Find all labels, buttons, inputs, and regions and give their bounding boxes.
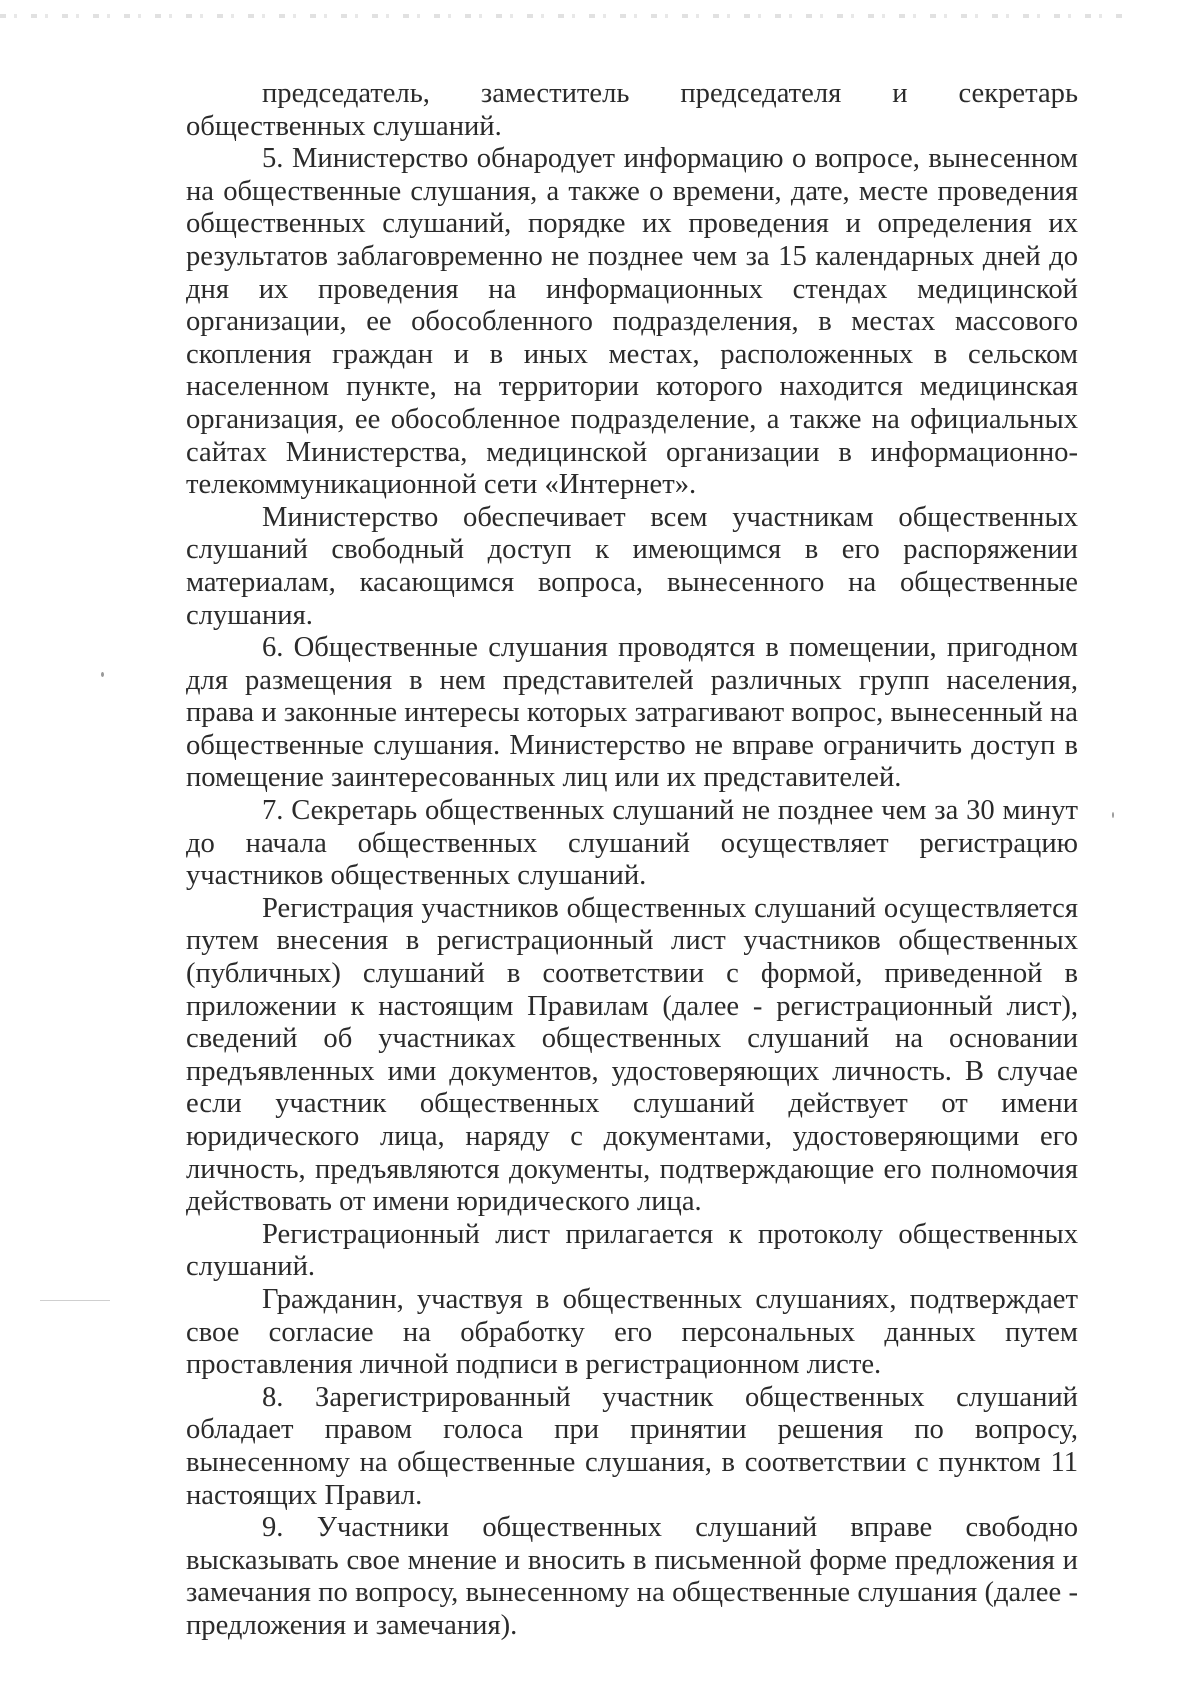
paragraph-item-7: 7. Секретарь общественных слушаний не позднее чем за 30 минут до начала общественных слушаний осуществляет регистрацию участников общественных слушаний.	[186, 795, 1078, 892]
scan-speck	[1112, 812, 1114, 818]
paragraph-materials-access: Министерство обеспечивает всем участникам общественных слушаний свободный доступ к имеющимся в его распоряжении материалам, касающимся вопроса, вынесенного на общественные слушания.	[186, 501, 1078, 631]
scan-edge-noise	[0, 14, 1130, 18]
scan-speck	[101, 672, 104, 677]
paragraph-item-9: 9. Участники общественных слушаний вправе свободно высказывать свое мнение и вносить в письменной форме предложения и замечания по вопросу, вынесенному на общественные слушания (далее - предложения и замечания).	[186, 1512, 1078, 1641]
paragraph-registration: Регистрация участников общественных слушаний осуществляется путем внесения в регистрационный лист участников общественных (публичных) слушаний в соответствии с формой, приведенной в приложении к настоящим Правилам (далее - регистрационный лист), сведений об участниках общественных слушаний на основании предъявленных ими документов, удостоверяющих личность. В случае если участник общественных слушаний действует от имени юридического лица, наряду с документами, удостоверяющими его личность, предъявляются документы, подтверждающие его полномочия действовать от имени юридического лица.	[186, 892, 1078, 1218]
paragraph-item-6: 6. Общественные слушания проводятся в помещении, пригодном для размещения в нем представителей различных групп населения, права и законные интересы которых затрагивают вопрос, вынесенный на общественные слушания. Министерство не вправе ограничить доступ в помещение заинтересованных лиц или их представителей.	[186, 632, 1078, 794]
document-body	[186, 78, 1078, 1643]
scan-speck	[40, 1300, 110, 1301]
paragraph-item-8: 8. Зарегистрированный участник общественных слушаний обладает правом голоса при принятии решения по вопросу, вынесенному на общественные слушания, в соответствии с пунктом 11 настоящих Правил.	[186, 1381, 1078, 1511]
paragraph-personal-data-consent: Гражданин, участвуя в общественных слушаниях, подтверждает свое согласие на обработку его персональных данных путем проставления личной подписи в регистрационном листе.	[186, 1283, 1078, 1381]
paragraph-presidium: председатель, заместитель председателя и секретарь общественных слушаний.	[186, 78, 1078, 142]
paragraph-registration-list: Регистрационный лист прилагается к протоколу общественных слушаний.	[186, 1218, 1078, 1283]
paragraph-item-5: 5. Министерство обнародует информацию о вопросе, вынесенном на общественные слушания, а также о времени, дате, месте проведения общественных слушаний, порядке их проведения и определения их результатов заблаговременно не позднее чем за 15 календарных дней до дня их проведения на информационных стендах медицинской организации, ее обособленного подразделения, в местах массового скопления граждан и в иных местах, расположенных в сельском населенном пункте, на территории которого находится медицинская организация, ее обособленное подразделение, а также на официальных сайтах Министерства, медицинской организации в информационно-телекоммуникационной сети «Интернет».	[186, 143, 1078, 501]
